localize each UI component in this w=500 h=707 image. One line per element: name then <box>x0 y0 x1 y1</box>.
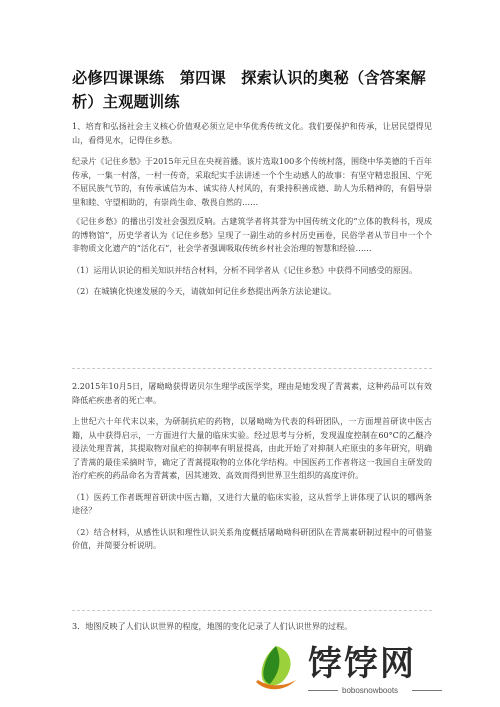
question-2-intro: 2.2015年10月5日，屠呦呦获得诺贝尔生理学或医学奖，理由是她发现了青蒿素，这种药品可以有效降低疟疾患者的死亡率。 <box>72 381 432 405</box>
document-title: 必修四课课练 第四课 探索认识的奥秘（含答案解析）主观题训练 <box>72 69 426 111</box>
question-1-intro: 1、培育和弘扬社会主义核心价值观必须立足中华优秀传统文化。我们要保护和传承，让居民望得见山，看得见水，记得住乡愁。 <box>72 121 432 145</box>
question-2-material: 上世纪六十年代末以来，为研制抗疟的药物，以屠呦呦为代表的科研团队，一方面埋首研读中医古籍，从中获得启示，一方面进行大量的临床实验。经过思考与分析，发现温度控制在60°C的乙醚冷浸法处理青蒿，其提取物对鼠疟的抑制率有明显提高，由此开始了对抑制人疟原虫的多年研究，明确了青蒿的最佳采摘时节，确定了青蒿提取物的立体化学结构。中国医药工作者将这一我国自主研发的治疗疟疾的药品命名为青蒿素，因其速效、高效而得到世界卫生组织的高度评价。 <box>72 416 432 480</box>
question-1 <box>72 120 432 305</box>
watermark-text: 饽饽网 <box>308 644 416 684</box>
question-2 <box>72 380 432 559</box>
question-3 <box>72 620 372 640</box>
question-2-sub-2: （2）结合材料，从感性认识和理性认识关系角度概括屠呦呦科研团队在青蒿素研制过程中的可借鉴价值，并简要分析说明。 <box>72 526 432 550</box>
watermark-url: bobosnowboots <box>342 686 399 695</box>
question-2-sub-1: （1）医药工作者既埋首研读中医古籍，又进行大量的临床实验，这从哲学上讲体现了认识的哪两条途径？ <box>72 491 432 515</box>
question-1-sub-2: （2）在城镇化快速发展的今天，请就如何记住乡愁提出两条方法论建议。 <box>72 286 337 296</box>
watermark-rule <box>308 690 338 691</box>
question-1-material-1: 纪录片《记住乡愁》于2015年元旦在央视首播。该片选取100多个传统村落，围绕中华美德的千百年传承，一集一村落，一村一传奇，采取纪实手法讲述一个个生动感人的故事：有坚守精忠报国、宁死不屈民族气节的，有传承诚信为本、诚实待人村风的，有秉持积善成德、助人为乐精神的，有倡导崇里和睦、守望相助的，有崇尚生命、敬畏自然的…… <box>72 156 432 207</box>
watermark-rule <box>412 690 442 691</box>
question-1-material-2: 《记住乡愁》的播出引发社会强烈反响。古建筑学者将其誉为中国传统文化的“立体的教科书，现成的博物馆”，历史学者认为《记住乡愁》呈现了一副生动的乡村历史画卷，民俗学者从节目中一个个非物质文化遗产的“活化石”，社会学者强调吸取传统乡村社会治理的智慧和经验…… <box>72 216 432 253</box>
section-divider <box>72 368 432 370</box>
site-watermark <box>252 642 492 702</box>
question-3-intro: 3．地图反映了人们认识世界的程度，地图的变化记录了人们认识世界的过程。 <box>72 621 353 631</box>
leaf-swoosh-logo-icon <box>252 642 300 694</box>
question-1-sub-1: （1）运用认识论的相关知识并结合材料，分析不同学者从《记住乡愁》中获得不同感受的原因。 <box>72 264 418 275</box>
section-divider <box>72 610 432 612</box>
